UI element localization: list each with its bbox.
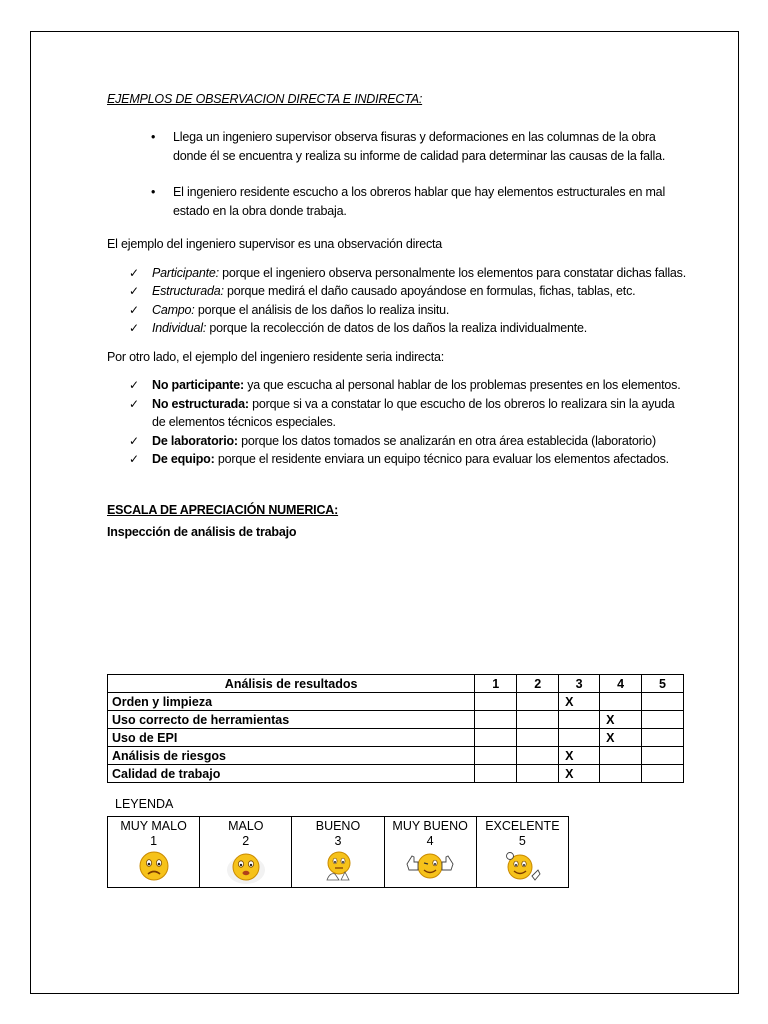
bullet-dot: • — [151, 185, 156, 199]
checkmark-icon: ✓ — [129, 284, 139, 298]
legend-cell: MUY MALO 1 — [108, 817, 200, 888]
score-cell — [517, 711, 559, 729]
table-row — [108, 711, 684, 729]
ok-hand-face-icon — [502, 850, 542, 882]
score-cell: X — [559, 747, 600, 765]
score-cell — [517, 693, 559, 711]
criterion-cell: Uso correcto de herramientas — [108, 711, 475, 729]
checkmark-icon: ✓ — [129, 396, 139, 411]
legend-cell: BUENO 3 — [292, 817, 384, 888]
direct-item: ✓ Individual: porque la recolección de datos de los daños la realiza individualmente. — [107, 319, 687, 338]
score-cell — [642, 729, 684, 747]
score-cell — [600, 747, 642, 765]
legend-cell: MUY BUENO 4 — [384, 817, 476, 888]
score-cell — [642, 693, 684, 711]
indirect-item: ✓ De laboratorio: porque los datos tomados se analizarán en otra área establecida (laboratorio) — [107, 432, 687, 451]
checkmark-icon: ✓ — [129, 452, 139, 466]
checkmark-icon: ✓ — [129, 378, 139, 392]
example-item: • Llega un ingeniero supervisor observa fisuras y deformaciones en las columnas de la obra donde él se encuentra y realiza su informe de calidad para determinar las causas de la falla. — [151, 130, 666, 163]
score-cell: X — [600, 729, 642, 747]
header-score: 1 — [475, 675, 517, 693]
worried-face-icon — [226, 850, 266, 886]
direct-list — [107, 264, 687, 338]
score-cell — [517, 729, 559, 747]
sad-face-icon — [137, 850, 171, 882]
criterion-cell: Análisis de riesgos — [108, 747, 475, 765]
score-cell — [517, 765, 559, 783]
header-score: 2 — [517, 675, 559, 693]
example-item: • El ingeniero residente escucho a los obreros hablar que hay elementos estructurales en mal estado en la obra donde trabaja. — [151, 185, 666, 218]
score-cell — [475, 747, 517, 765]
table-row — [108, 765, 684, 783]
legend-table — [107, 816, 569, 888]
legend-row — [108, 817, 569, 888]
score-cell — [642, 747, 684, 765]
score-cell — [517, 747, 559, 765]
score-cell: X — [559, 765, 600, 783]
header-score: 4 — [600, 675, 642, 693]
indirect-item: ✓ No participante: ya que escucha al personal hablar de los problemas presentes en los elementos. — [107, 376, 687, 395]
direct-item: ✓ Participante: porque el ingeniero observa personalmente los elementos para constatar dichas fallas. — [107, 264, 687, 283]
bullet-dot: • — [151, 130, 156, 144]
table-header-row — [108, 675, 684, 693]
table-row — [108, 693, 684, 711]
indirect-list — [107, 376, 687, 469]
header-score: 3 — [559, 675, 600, 693]
legend-cell: MALO 2 — [200, 817, 292, 888]
document-body — [107, 92, 687, 541]
score-cell — [475, 711, 517, 729]
direct-item: ✓ Campo: porque el análisis de los daños lo realiza insitu. — [107, 301, 687, 320]
legend-title: LEYENDA — [115, 797, 174, 811]
heading-scale: ESCALA DE APRECIACIÓN NUMERICA: — [107, 502, 339, 517]
criterion-cell: Orden y limpieza — [108, 693, 475, 711]
table-row — [108, 747, 684, 765]
examples-list — [107, 128, 687, 220]
criterion-cell: Calidad de trabajo — [108, 765, 475, 783]
score-cell — [475, 729, 517, 747]
header-score: 5 — [642, 675, 684, 693]
score-cell: X — [559, 693, 600, 711]
thumbs-up-face-icon — [404, 850, 456, 880]
score-cell — [642, 765, 684, 783]
results-table — [107, 674, 684, 783]
score-cell — [600, 765, 642, 783]
score-cell — [600, 693, 642, 711]
score-cell — [475, 765, 517, 783]
indirect-intro: Por otro lado, el ejemplo del ingeniero residente seria indirecta: — [107, 349, 445, 364]
score-cell — [559, 711, 600, 729]
direct-intro: El ejemplo del ingeniero supervisor es una observación directa — [107, 237, 443, 251]
thinking-face-icon — [321, 850, 355, 882]
score-cell — [475, 693, 517, 711]
checkmark-icon: ✓ — [129, 302, 139, 317]
checkmark-icon: ✓ — [129, 265, 139, 280]
indirect-item: ✓ No estructurada: porque si va a constatar lo que escucho de los obreros lo realizara sin la ayuda de elementos técnicos especiales. — [129, 396, 675, 429]
score-cell: X — [600, 711, 642, 729]
score-cell — [559, 729, 600, 747]
checkmark-icon: ✓ — [129, 433, 139, 448]
table-row — [108, 729, 684, 747]
indirect-item: ✓ De equipo: porque el residente enviara un equipo técnico para evaluar los elementos afectados. — [107, 450, 687, 469]
table-subheading: Inspección de análisis de trabajo — [107, 524, 297, 539]
checkmark-icon: ✓ — [129, 321, 139, 335]
criterion-cell: Uso de EPI — [108, 729, 475, 747]
direct-item: ✓ Estructurada: porque medirá el daño causado apoyándose en formulas, fichas, tablas, etc. — [107, 282, 687, 301]
heading-examples: EJEMPLOS DE OBSERVACION DIRECTA E INDIRECTA: — [107, 92, 423, 106]
score-cell — [642, 711, 684, 729]
header-criterion: Análisis de resultados — [108, 675, 475, 693]
legend-cell: EXCELENTE 5 — [476, 817, 568, 888]
